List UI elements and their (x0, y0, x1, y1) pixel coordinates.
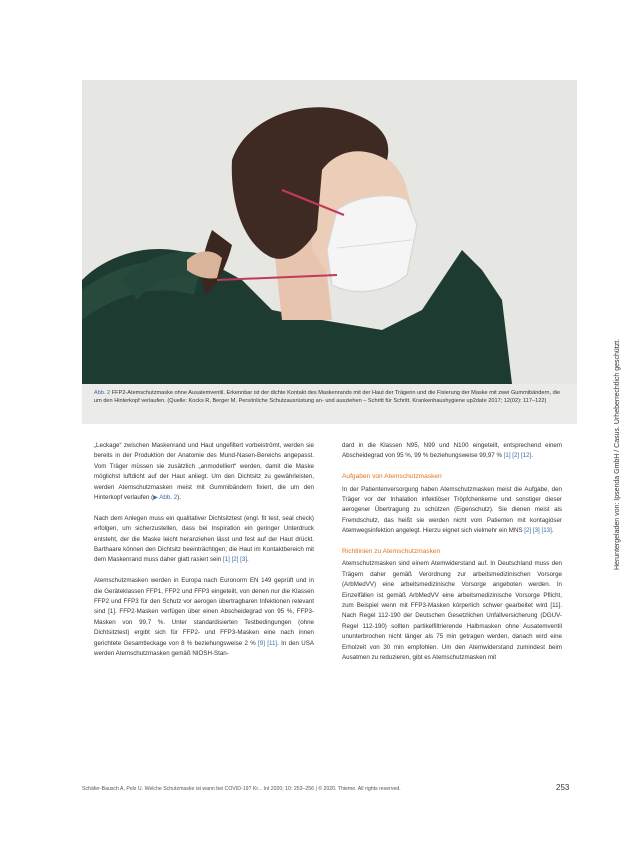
paragraph-text: Nach dem Anlegen muss ein qualitativer Dichtsitztest (engl. fit test, seal check) erfolgen, um sicherzustellen, dass bei Inspiration ein geringer Unterdruck entsteht, der die Maske leicht heranziehen lässt und fest auf der Haut drückt. Barthaare können den Dichtsitz beeinträchtigen; die Haut im Kontaktbereich mit dem Maskenrand muss daher glatt rasiert sein (94, 514, 314, 564)
person-with-mask-illustration (82, 80, 577, 384)
paragraph-text: dard in die Klassen N95, N99 und N100 eingeteilt, entsprechend einem Abscheidegrad von 95 %, 99 % beziehungsweise 99,97 % (342, 442, 562, 460)
paragraph (342, 485, 562, 537)
figure-caption (94, 389, 564, 405)
citation-link[interactable]: [2] [3] [13] (524, 527, 552, 535)
citation-link[interactable]: [9] [11] (258, 639, 278, 647)
figure-photo (82, 80, 577, 384)
paragraph (342, 441, 562, 462)
paragraph-text-end: . In den USA werden Atemschutzmasken gemäß NIOSH-Stan- (94, 639, 314, 658)
figure-reference-link[interactable]: ▶ Abb. 2 (153, 494, 178, 502)
paragraph-text-end: . (551, 527, 554, 535)
paragraph-text: In der Patientenversorgung haben Atemschutzmasken meist die Aufgabe, den Träger vor der Inhalation infektiöser Tröpfchenkerne und sonstiger dieser aerogener Übertragung zu schützen (Eigenschutz). Sie dienen meist als Fremdschutz, das heißt sie werden nicht vom Patienten mit kontagiöser Atemwegsinfektion angelegt. Hierzu eignet sich vielmehr ein MNS (342, 485, 562, 535)
citation-link[interactable]: [1] [2] [3] (222, 556, 248, 564)
paragraph (94, 514, 314, 566)
figure-label[interactable]: Abb. 2 (94, 390, 111, 396)
paragraph-text-end: . (247, 556, 249, 564)
figure-caption-text: FFP2-Atemschutzmaske ohne Ausatemventil. Erkennbar ist der dichte Kontakt des Maskenrands mit der Haut der Trägerin und die Fixierung der Maske mit zwei Gummibändern, die um den Hinterkopf verlaufen. (Quelle: Kocks R, Berger M. Persönliche Schutzausrüstung an- und ausziehen – Schritt für Schritt. Krankenhaushygiene up2date 2017; 12(02): 117–122) (94, 390, 561, 404)
paragraph (342, 559, 562, 663)
paragraph (94, 441, 314, 503)
page-number: 253 (556, 783, 570, 792)
paragraph-text: Atemschutzmasken werden in Europa nach Euronorm EN 149 geprüft und in die Geräteklassen FFP1, FFP2 und FFP3 eingeteilt, von denen nur die Klassen FFP2 und FFP3 für den Schutz vor aerogen übertragbaren Infektionen relevant sind [1]. FFP2-Masken verfügen über einen Abscheidegrad von 95 %, FFP3-Masken von 99,7 %. Unter standardisierten Testbedingungen (ohne Dichtsitztest) ergibt sich für FFP2- und FFP3-Masken eine nach innen gerichtete Gesamtleckage von 8 % beziehungsweise 2 % (94, 577, 314, 647)
footer-citation: Schäfer-Bausch A, Pelz U. Welche Schutzmaske ist wann bei COVID-19? Kr... Int 2020; 10: 253–256 | © 2020. Thieme. All rights reserved. (82, 786, 401, 792)
paragraph-text-end: . (531, 452, 533, 460)
download-notice-text: Heruntergeladen von: Ipsenda GmbH / Casus. Urheberrechtlich geschützt. (614, 338, 621, 570)
section-heading: Aufgaben von Atemschutzmasken (342, 473, 442, 481)
paragraph-text: „Leckage“ zwischen Maskenrand und Haut ungefiltert vorbeiströmt, werden sie bereits in der Produktion der Anatomie des Mund-Nasen-Bereichs angepasst. Vom Träger müssen sie zusätzlich „anmodelliert“ werden, damit die Maske möglichst luftdicht auf der Haut anliegt. Um den Dichtsitz zu gewährleisten, werden Atemschutzmasken meist mit Gummibändern fixiert, die um den Hinterkopf verlaufen ( (94, 442, 314, 502)
citation-link[interactable]: [1] [2] [12] (503, 452, 532, 460)
right-column (342, 441, 562, 674)
paragraph (94, 576, 314, 659)
section-heading: Richtlinien zu Atemschutzmasken (342, 548, 441, 556)
paragraph-text: Atemschutzmasken sind einem Atemwiderstand auf. In Deutschland muss den Trägern daher gemäß Verordnung zur arbeitsmedizinischen Vorsorge (ArbMedVV) eine arbeitsmedizinische Vorsorge angeboten werden. In Einzelfällen ist gemäß ArbMedVV eine arbeitsmedizinische Vorsorge Pflicht, zum Beispiel wenn mit FFP3-Masken körperlich schwer gearbeitet wird [11]. Nach Regel 112-190 der Deutschen Gesetzlichen Unfallversicherung (DGUV-Regel 112-190) sollten partikelfiltrierende Halbmasken ohne Ausatemventil ununterbrochen nicht länger als 75 min getragen werden, danach wird eine Erholzeit von 30 min empfohlen. Um den Atemwiderstand zumindest beim Ausatmen zu reduzieren, gibt es Atemschutzmasken mit (342, 560, 562, 662)
download-notice (612, 290, 626, 570)
paragraph-text-end: ). (177, 494, 181, 502)
page-footer (82, 786, 552, 792)
left-column (94, 441, 314, 670)
